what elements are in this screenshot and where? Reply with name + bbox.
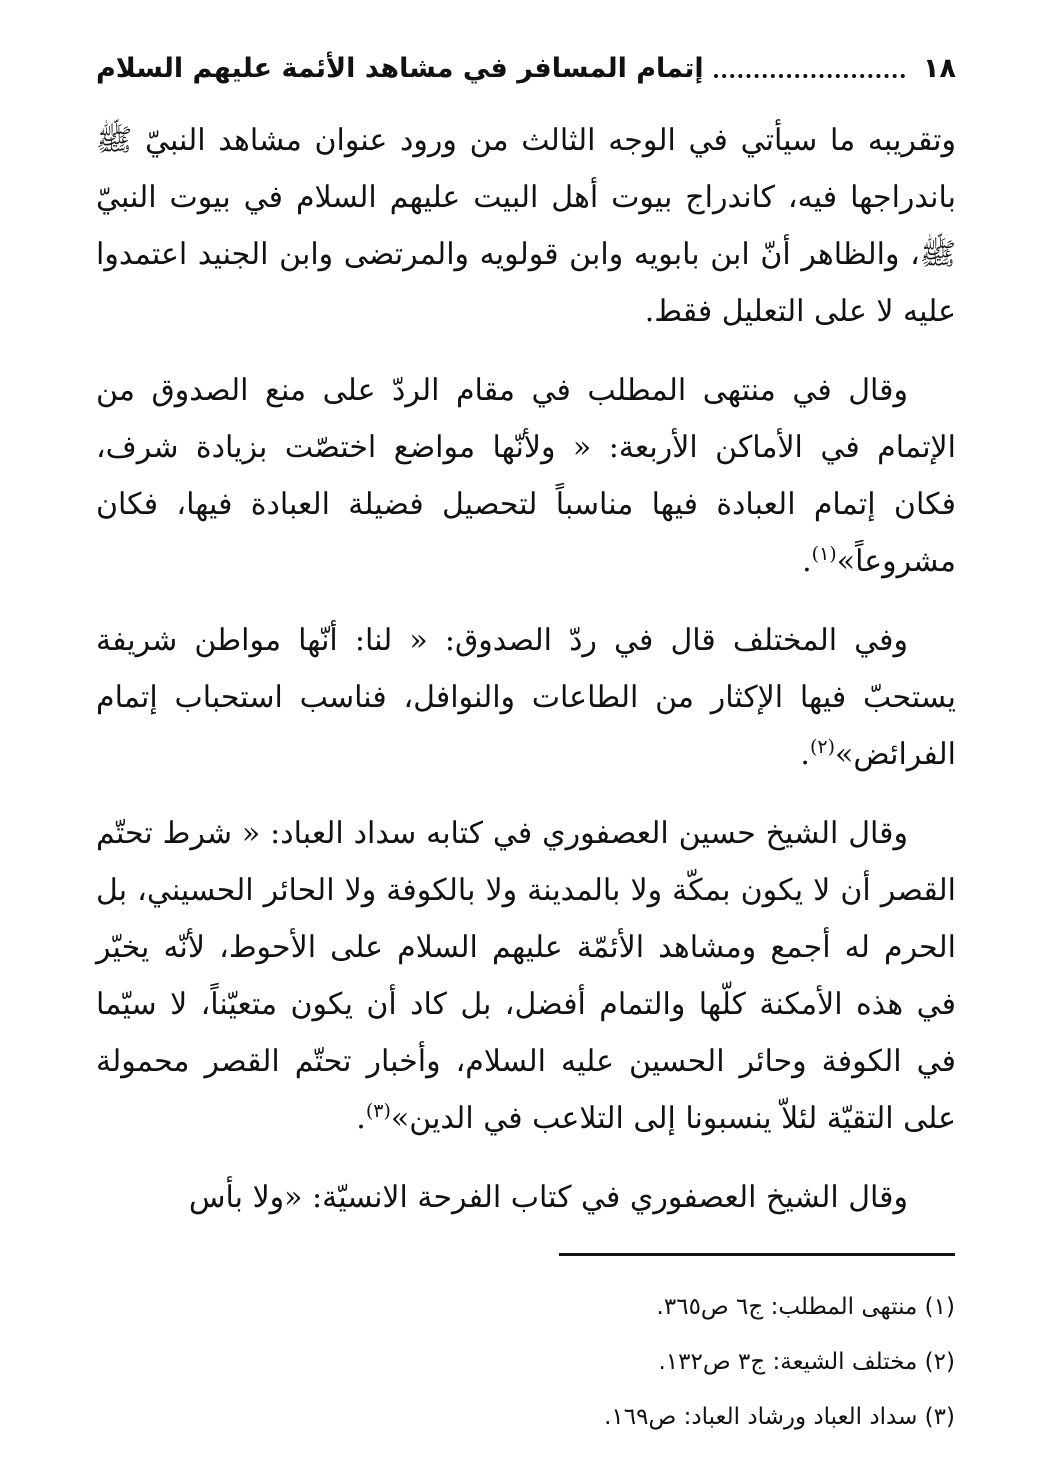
paragraph-tail: . — [356, 1101, 366, 1136]
paragraph — [96, 1169, 956, 1226]
footnote: (٢) مختلف الشيعة: ج٣ ص١٣٢. — [658, 1349, 955, 1375]
paragraph-tail: . — [802, 544, 812, 579]
paragraph-text: وقال الشيخ العصفوري في كتاب الفرحة الانسيّة: «ولا بأس — [188, 1180, 908, 1215]
running-header — [96, 40, 956, 96]
footnote-ref: (٢) — [809, 736, 835, 758]
footnote: (١) منتهى المطلب: ج٦ ص٣٦٥. — [656, 1294, 955, 1320]
footnote-ref: (١) — [811, 543, 837, 565]
paragraph-text: وقال الشيخ حسين العصفوري في كتابه سداد العباد: « شرط تحتّم القصر أن لا يكون بمكّة ولا بالمدينة ولا بالكوفة ولا الحائر الحسيني، بل الحرم له أجمع ومشاهد الأئمّة عليهم السلام على الأحوط، لأنّه يخيّر في هذه الأمكنة كلّها والتمام أفضل، بل كاد أن يكون متعيّناً، لا سيّما في الكوفة وحائر الحسين عليه السلام، وأخبار تحتّم القصر محمولة على التقيّة لئلاّ ينسبونا إلى التلاعب في الدين» — [96, 816, 956, 1136]
paragraph-text: وقال في منتهى المطلب في مقام الردّ على منع الصدوق من الإتمام في الأماكن الأربعة: « ولأنّها مواضع اختصّت بزيادة شرف، فكان إتمام العبادة فيها مناسباً لتحصيل فضيلة العبادة فيها، فكان مشروعاً» — [96, 373, 957, 579]
paragraph-tail: . — [800, 737, 810, 772]
paragraph — [96, 362, 956, 590]
footnote-ref: (٣) — [365, 1100, 391, 1122]
header-leader-dots — [714, 74, 905, 78]
paragraph — [96, 112, 956, 340]
footnotes — [95, 1280, 955, 1445]
footnote-separator — [559, 1253, 955, 1256]
paragraph-text: وفي المختلف قال في ردّ الصدوق: « لنا: أنّها مواطن شريفة يستحبّ فيها الإكثار من الطاعات والنوافل، فناسب استحباب إتمام الفرائض» — [96, 623, 956, 772]
paragraph-text: وتقريبه ما سيأتي في الوجه الثالث من ورود عنوان مشاهد النبيّ ﷺ باندراجها فيه، كاندراج بيوت أهل البيت عليهم السلام في بيوت النبيّ ﷺ، والظاهر أنّ ابن بابويه وابن قولويه والمرتضى وابن الجنيد اعتمدوا عليه لا على التعليل فقط. — [96, 123, 956, 329]
paragraph — [96, 612, 956, 783]
running-title: إتمام المسافر في مشاهد الأئمة عليهم السلام — [96, 52, 704, 84]
page-number: ١٨ — [923, 52, 956, 84]
paragraph — [96, 805, 956, 1147]
body-text — [96, 112, 956, 1248]
footnote: (٣) سداد العباد ورشاد العباد: ص١٦٩. — [604, 1404, 955, 1430]
